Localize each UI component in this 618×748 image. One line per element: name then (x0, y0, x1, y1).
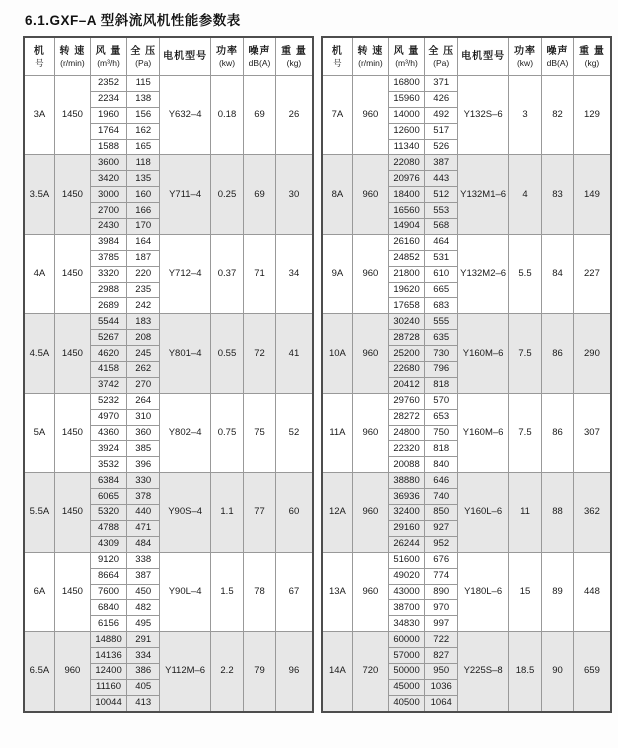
airflow-cell: 18400 (388, 187, 424, 203)
airflow-cell: 12600 (388, 123, 424, 139)
fan-model-cell: 3A (24, 76, 54, 155)
airflow-cell: 6156 (90, 616, 126, 632)
pressure-cell: 927 (425, 520, 458, 536)
table-row (24, 393, 313, 409)
airflow-cell: 22680 (388, 362, 424, 378)
airflow-cell: 40500 (388, 695, 424, 711)
fan-model-cell: 9A (322, 234, 352, 313)
airflow-cell: 14000 (388, 107, 424, 123)
table-row (24, 234, 313, 250)
pressure-cell: 187 (127, 250, 160, 266)
airflow-cell: 10044 (90, 695, 126, 711)
table-row (322, 632, 611, 648)
speed-cell: 1450 (54, 155, 90, 234)
airflow-cell: 50000 (388, 663, 424, 679)
table-row (322, 393, 611, 409)
power-cell: 7.5 (508, 314, 541, 393)
airflow-cell: 49020 (388, 568, 424, 584)
speed-cell: 1450 (54, 314, 90, 393)
column-header-speed: 转 速 (r/min) (54, 37, 90, 76)
page-title: 6.1.GXF–A 型斜流风机性能参数表 (25, 13, 241, 28)
noise-cell: 86 (542, 314, 574, 393)
column-header-weight: 重 量 (kg) (573, 37, 611, 76)
noise-cell: 88 (542, 473, 574, 552)
pressure-cell: 890 (425, 584, 458, 600)
pressure-cell: 750 (425, 425, 458, 441)
airflow-cell: 24852 (388, 250, 424, 266)
pressure-cell: 440 (127, 505, 160, 521)
column-header-motor: 电机型号 (458, 37, 509, 76)
pressure-cell: 162 (127, 123, 160, 139)
airflow-cell: 22320 (388, 441, 424, 457)
airflow-cell: 6384 (90, 473, 126, 489)
pressure-cell: 570 (425, 393, 458, 409)
pressure-cell: 387 (127, 568, 160, 584)
noise-cell: 83 (542, 155, 574, 234)
pressure-cell: 235 (127, 282, 160, 298)
airflow-cell: 32400 (388, 505, 424, 521)
pressure-cell: 952 (425, 536, 458, 552)
pressure-cell: 676 (425, 552, 458, 568)
airflow-cell: 16800 (388, 76, 424, 92)
pressure-cell: 160 (127, 187, 160, 203)
airflow-cell: 21800 (388, 266, 424, 282)
airflow-cell: 4309 (90, 536, 126, 552)
airflow-cell: 29760 (388, 393, 424, 409)
column-header-airflow: 风 量 (m³/h) (90, 37, 126, 76)
power-cell: 11 (508, 473, 541, 552)
airflow-cell: 5544 (90, 314, 126, 330)
pressure-cell: 330 (127, 473, 160, 489)
airflow-cell: 11160 (90, 679, 126, 695)
column-header-power: 功率 (kw) (210, 37, 243, 76)
airflow-cell: 3742 (90, 377, 126, 393)
airflow-cell: 5320 (90, 505, 126, 521)
pressure-cell: 568 (425, 219, 458, 235)
power-cell: 3 (508, 76, 541, 155)
airflow-cell: 1960 (90, 107, 126, 123)
column-header-weight: 重 量 (kg) (275, 37, 313, 76)
pressure-cell: 310 (127, 409, 160, 425)
pressure-cell: 338 (127, 552, 160, 568)
power-cell: 0.25 (210, 155, 243, 234)
airflow-cell: 38880 (388, 473, 424, 489)
pressure-cell: 371 (425, 76, 458, 92)
motor-model-cell: Y160M–6 (458, 393, 509, 472)
pressure-cell: 471 (127, 520, 160, 536)
pressure-cell: 264 (127, 393, 160, 409)
speed-cell: 960 (352, 393, 388, 472)
airflow-cell: 34830 (388, 616, 424, 632)
tables-container (23, 36, 612, 713)
table-row (322, 473, 611, 489)
motor-model-cell: Y160M–6 (458, 314, 509, 393)
pressure-cell: 426 (425, 91, 458, 107)
header-row (24, 37, 313, 76)
pressure-cell: 950 (425, 663, 458, 679)
table-row (322, 552, 611, 568)
fan-model-cell: 12A (322, 473, 352, 552)
fan-model-cell: 8A (322, 155, 352, 234)
power-cell: 0.37 (210, 234, 243, 313)
noise-cell: 86 (542, 393, 574, 472)
airflow-cell: 6065 (90, 489, 126, 505)
motor-model-cell: Y160L–6 (458, 473, 509, 552)
noise-cell: 69 (244, 155, 276, 234)
speed-cell: 1450 (54, 552, 90, 631)
airflow-cell: 22080 (388, 155, 424, 171)
motor-model-cell: Y802–4 (160, 393, 211, 472)
airflow-cell: 26160 (388, 234, 424, 250)
pressure-cell: 270 (127, 377, 160, 393)
pressure-cell: 740 (425, 489, 458, 505)
airflow-cell: 3320 (90, 266, 126, 282)
pressure-cell: 555 (425, 314, 458, 330)
table-row (24, 76, 313, 92)
table-row (24, 552, 313, 568)
pressure-cell: 165 (127, 139, 160, 155)
airflow-cell: 19620 (388, 282, 424, 298)
power-cell: 1.1 (210, 473, 243, 552)
pressure-cell: 818 (425, 377, 458, 393)
airflow-cell: 15960 (388, 91, 424, 107)
airflow-cell: 12400 (90, 663, 126, 679)
airflow-cell: 5232 (90, 393, 126, 409)
airflow-cell: 60000 (388, 632, 424, 648)
weight-cell: 149 (573, 155, 611, 234)
weight-cell: 362 (573, 473, 611, 552)
weight-cell: 227 (573, 234, 611, 313)
airflow-cell: 14904 (388, 219, 424, 235)
fan-model-cell: 3.5A (24, 155, 54, 234)
airflow-cell: 3420 (90, 171, 126, 187)
column-header-noise: 噪声 dB(A) (244, 37, 276, 76)
pressure-cell: 653 (425, 409, 458, 425)
pressure-cell: 262 (127, 362, 160, 378)
pressure-cell: 484 (127, 536, 160, 552)
fan-model-cell: 6A (24, 552, 54, 631)
power-cell: 15 (508, 552, 541, 631)
airflow-cell: 3785 (90, 250, 126, 266)
airflow-cell: 3984 (90, 234, 126, 250)
noise-cell: 89 (542, 552, 574, 631)
fan-model-cell: 11A (322, 393, 352, 472)
pressure-cell: 334 (127, 648, 160, 664)
fan-model-cell: 5A (24, 393, 54, 472)
pressure-cell: 665 (425, 282, 458, 298)
airflow-cell: 2234 (90, 91, 126, 107)
airflow-cell: 4970 (90, 409, 126, 425)
column-header-speed: 转 速 (r/min) (352, 37, 388, 76)
airflow-cell: 43000 (388, 584, 424, 600)
column-header-model: 机 号 (322, 37, 352, 76)
table-row (322, 314, 611, 330)
pressure-cell: 118 (127, 155, 160, 171)
table-row (24, 155, 313, 171)
noise-cell: 75 (244, 393, 276, 472)
airflow-cell: 1588 (90, 139, 126, 155)
airflow-cell: 30240 (388, 314, 424, 330)
airflow-cell: 2988 (90, 282, 126, 298)
weight-cell: 30 (275, 155, 313, 234)
motor-model-cell: Y801–4 (160, 314, 211, 393)
pressure-cell: 156 (127, 107, 160, 123)
speed-cell: 1450 (54, 473, 90, 552)
speed-cell: 960 (54, 632, 90, 712)
pressure-cell: 291 (127, 632, 160, 648)
pressure-cell: 774 (425, 568, 458, 584)
pressure-cell: 242 (127, 298, 160, 314)
airflow-cell: 3000 (90, 187, 126, 203)
fan-model-cell: 4A (24, 234, 54, 313)
pressure-cell: 492 (425, 107, 458, 123)
pressure-cell: 531 (425, 250, 458, 266)
weight-cell: 659 (573, 632, 611, 712)
noise-cell: 79 (244, 632, 276, 712)
power-cell: 0.75 (210, 393, 243, 472)
airflow-cell: 4788 (90, 520, 126, 536)
airflow-cell: 26244 (388, 536, 424, 552)
weight-cell: 129 (573, 76, 611, 155)
column-header-model: 机 号 (24, 37, 54, 76)
pressure-cell: 512 (425, 187, 458, 203)
pressure-cell: 526 (425, 139, 458, 155)
noise-cell: 72 (244, 314, 276, 393)
table-row (322, 76, 611, 92)
fan-model-cell: 14A (322, 632, 352, 712)
pressure-cell: 135 (127, 171, 160, 187)
motor-model-cell: Y711–4 (160, 155, 211, 234)
pressure-cell: 1036 (425, 679, 458, 695)
fan-model-cell: 4.5A (24, 314, 54, 393)
pressure-cell: 730 (425, 346, 458, 362)
pressure-cell: 818 (425, 441, 458, 457)
airflow-cell: 2689 (90, 298, 126, 314)
pressure-cell: 635 (425, 330, 458, 346)
weight-cell: 52 (275, 393, 313, 472)
weight-cell: 34 (275, 234, 313, 313)
fan-model-cell: 10A (322, 314, 352, 393)
noise-cell: 90 (542, 632, 574, 712)
motor-model-cell: Y112M–6 (160, 632, 211, 712)
power-cell: 5.5 (508, 234, 541, 313)
pressure-cell: 722 (425, 632, 458, 648)
motor-model-cell: Y180L–6 (458, 552, 509, 631)
pressure-cell: 840 (425, 457, 458, 473)
noise-cell: 71 (244, 234, 276, 313)
airflow-cell: 5267 (90, 330, 126, 346)
pressure-cell: 115 (127, 76, 160, 92)
airflow-cell: 4620 (90, 346, 126, 362)
power-cell: 7.5 (508, 393, 541, 472)
airflow-cell: 11340 (388, 139, 424, 155)
airflow-cell: 14880 (90, 632, 126, 648)
weight-cell: 96 (275, 632, 313, 712)
pressure-cell: 164 (127, 234, 160, 250)
airflow-cell: 2700 (90, 203, 126, 219)
airflow-cell: 2430 (90, 219, 126, 235)
airflow-cell: 3600 (90, 155, 126, 171)
pressure-cell: 208 (127, 330, 160, 346)
pressure-cell: 183 (127, 314, 160, 330)
motor-model-cell: Y712–4 (160, 234, 211, 313)
column-header-pressure: 全 压 (Pa) (425, 37, 458, 76)
speed-cell: 1450 (54, 393, 90, 472)
table-row (322, 155, 611, 171)
motor-model-cell: Y90L–4 (160, 552, 211, 631)
weight-cell: 448 (573, 552, 611, 631)
pressure-cell: 443 (425, 171, 458, 187)
airflow-cell: 4360 (90, 425, 126, 441)
airflow-cell: 3924 (90, 441, 126, 457)
column-header-motor: 电机型号 (160, 37, 211, 76)
fan-model-cell: 6.5A (24, 632, 54, 712)
airflow-cell: 20088 (388, 457, 424, 473)
noise-cell: 82 (542, 76, 574, 155)
speed-cell: 960 (352, 314, 388, 393)
power-cell: 2.2 (210, 632, 243, 712)
weight-cell: 290 (573, 314, 611, 393)
speed-cell: 720 (352, 632, 388, 712)
airflow-cell: 20976 (388, 171, 424, 187)
airflow-cell: 1764 (90, 123, 126, 139)
fan-spec-table-left (23, 36, 314, 713)
column-header-pressure: 全 压 (Pa) (127, 37, 160, 76)
airflow-cell: 6840 (90, 600, 126, 616)
table-row (24, 314, 313, 330)
pressure-cell: 1064 (425, 695, 458, 711)
column-header-noise: 噪声 dB(A) (542, 37, 574, 76)
table-row (24, 473, 313, 489)
pressure-cell: 683 (425, 298, 458, 314)
speed-cell: 960 (352, 234, 388, 313)
pressure-cell: 166 (127, 203, 160, 219)
fan-model-cell: 13A (322, 552, 352, 631)
pressure-cell: 482 (127, 600, 160, 616)
pressure-cell: 413 (127, 695, 160, 711)
airflow-cell: 14136 (90, 648, 126, 664)
pressure-cell: 970 (425, 600, 458, 616)
noise-cell: 77 (244, 473, 276, 552)
airflow-cell: 38700 (388, 600, 424, 616)
pressure-cell: 553 (425, 203, 458, 219)
motor-model-cell: Y132M1–6 (458, 155, 509, 234)
motor-model-cell: Y225S–8 (458, 632, 509, 712)
pressure-cell: 138 (127, 91, 160, 107)
column-header-power: 功率 (kw) (508, 37, 541, 76)
airflow-cell: 8664 (90, 568, 126, 584)
airflow-cell: 24800 (388, 425, 424, 441)
table-row (322, 234, 611, 250)
motor-model-cell: Y632–4 (160, 76, 211, 155)
fan-spec-table-right (321, 36, 612, 713)
airflow-cell: 29160 (388, 520, 424, 536)
noise-cell: 69 (244, 76, 276, 155)
airflow-cell: 17658 (388, 298, 424, 314)
airflow-cell: 3532 (90, 457, 126, 473)
pressure-cell: 405 (127, 679, 160, 695)
airflow-cell: 45000 (388, 679, 424, 695)
noise-cell: 78 (244, 552, 276, 631)
airflow-cell: 20412 (388, 377, 424, 393)
power-cell: 0.18 (210, 76, 243, 155)
speed-cell: 1450 (54, 76, 90, 155)
pressure-cell: 997 (425, 616, 458, 632)
motor-model-cell: Y132M2–6 (458, 234, 509, 313)
pressure-cell: 495 (127, 616, 160, 632)
pressure-cell: 385 (127, 441, 160, 457)
speed-cell: 960 (352, 473, 388, 552)
airflow-cell: 7600 (90, 584, 126, 600)
pressure-cell: 378 (127, 489, 160, 505)
pressure-cell: 646 (425, 473, 458, 489)
airflow-cell: 25200 (388, 346, 424, 362)
airflow-cell: 9120 (90, 552, 126, 568)
weight-cell: 41 (275, 314, 313, 393)
airflow-cell: 16560 (388, 203, 424, 219)
power-cell: 0.55 (210, 314, 243, 393)
airflow-cell: 28728 (388, 330, 424, 346)
pressure-cell: 360 (127, 425, 160, 441)
pressure-cell: 170 (127, 219, 160, 235)
pressure-cell: 796 (425, 362, 458, 378)
pressure-cell: 517 (425, 123, 458, 139)
airflow-cell: 2352 (90, 76, 126, 92)
pressure-cell: 245 (127, 346, 160, 362)
weight-cell: 60 (275, 473, 313, 552)
pressure-cell: 850 (425, 505, 458, 521)
airflow-cell: 28272 (388, 409, 424, 425)
weight-cell: 307 (573, 393, 611, 472)
power-cell: 1.5 (210, 552, 243, 631)
speed-cell: 960 (352, 552, 388, 631)
pressure-cell: 386 (127, 663, 160, 679)
pressure-cell: 827 (425, 648, 458, 664)
header-row (322, 37, 611, 76)
airflow-cell: 4158 (90, 362, 126, 378)
pressure-cell: 450 (127, 584, 160, 600)
pressure-cell: 387 (425, 155, 458, 171)
weight-cell: 67 (275, 552, 313, 631)
airflow-cell: 57000 (388, 648, 424, 664)
pressure-cell: 220 (127, 266, 160, 282)
motor-model-cell: Y90S–4 (160, 473, 211, 552)
fan-model-cell: 5.5A (24, 473, 54, 552)
noise-cell: 84 (542, 234, 574, 313)
power-cell: 4 (508, 155, 541, 234)
airflow-cell: 51600 (388, 552, 424, 568)
pressure-cell: 396 (127, 457, 160, 473)
column-header-airflow: 风 量 (m³/h) (388, 37, 424, 76)
pressure-cell: 464 (425, 234, 458, 250)
speed-cell: 1450 (54, 234, 90, 313)
airflow-cell: 36936 (388, 489, 424, 505)
speed-cell: 960 (352, 76, 388, 155)
speed-cell: 960 (352, 155, 388, 234)
pressure-cell: 610 (425, 266, 458, 282)
motor-model-cell: Y132S–6 (458, 76, 509, 155)
table-row (24, 632, 313, 648)
weight-cell: 26 (275, 76, 313, 155)
power-cell: 18.5 (508, 632, 541, 712)
fan-model-cell: 7A (322, 76, 352, 155)
